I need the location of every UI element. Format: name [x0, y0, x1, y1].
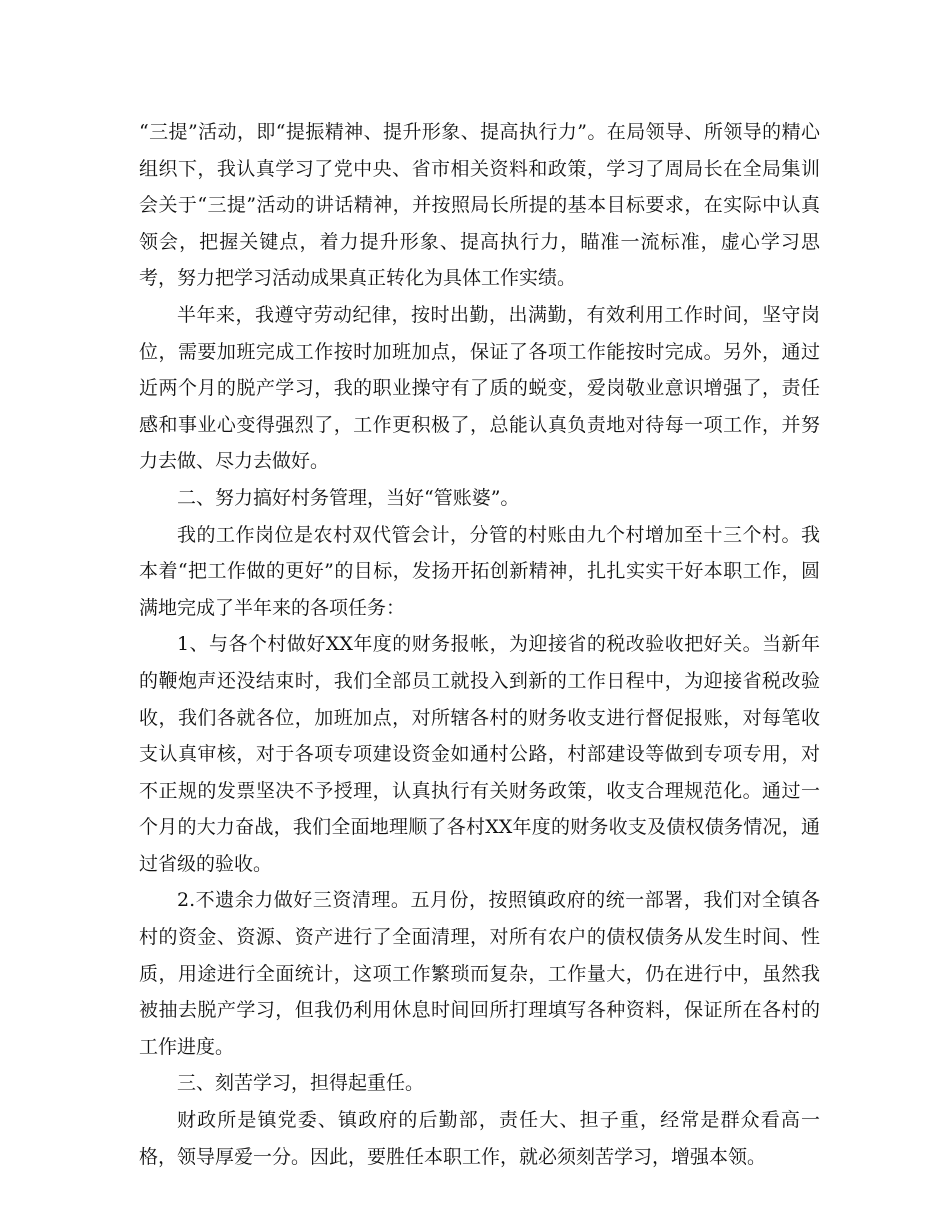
section-heading-village-affairs: 二、努力搞好村务管理，当好“管账婆”。 [177, 486, 520, 509]
paragraph-continuation: “三提”活动，即“提振精神、提升形象、提高执行力”。在局领导、所领导的精心组织下，我认真学习了党中央、省市相关资料和政策，学习了周局长在全局集训会关于“三提”活动的讲话精神，并按照局长所提的基本目标要求，在实际中认真领会，把握关键点，着力提升形象、提高执行力，瞄准一流标准，虚心学习思考，努力把学习活动成果真正转化为具体工作实绩。 [139, 121, 820, 290]
paragraph-job-post: 我的工作岗位是农村双代管会计，分管的村账由九个村增加至十三个村。我本着“把工作做的更好”的目标，发扬开拓创新精神，扎扎实实干好本职工作，圆满地完成了半年来的各项任务： [139, 523, 820, 619]
paragraph-attendance: 半年来，我遵守劳动纪律，按时出勤，出满勤，有效利用工作时间，坚守岗位，需要加班完成工作按时加班加点，保证了各项工作能按时完成。另外，通过近两个月的脱产学习，我的职业操守有了质的蜕变，爱岗敬业意识增强了，责任感和事业心变得强烈了，工作更积极了，总能认真负责地对待每一项工作，并努力去做、尽力去做好。 [139, 303, 820, 473]
paragraph-finance-office: 财政所是镇党委、镇政府的后勤部，责任大、担子重，经常是群众看高一格，领导厚爱一分。因此，要胜任本职工作，就必须刻苦学习，增强本领。 [139, 1109, 820, 1168]
document-body [139, 114, 820, 1175]
section-heading-study: 三、刻苦学习，担得起重任。 [177, 1072, 425, 1095]
list-item-asset-cleanup: 2.不遗余力做好三资清理。五月份，按照镇政府的统一部署，我们对全镇各村的资金、资源、资产进行了全面清理，对所有农户的债权债务从发生时间、性质，用途进行全面统计，这项工作繁琐而复杂，工作量大，仍在进行中，虽然我被抽去脱产学习，但我仍利用休息时间回所打理填写各种资料，保证所在各村的工作进度。 [139, 889, 820, 1058]
list-item-financial-reimbursement: 1、与各个村做好XX年度的财务报帐，为迎接省的税改验收把好关。当新年的鞭炮声还没结束时，我们全部员工就投入到新的工作日程中，为迎接省税改验收，我们各就各位，加班加点，对所辖各村的财务收支进行督促报账，对每笔收支认真审核，对于各项专项建设资金如通村公路，村部建设等做到专项专用，对不正规的发票坚决不予授理，认真执行有关财务政策，收支合理规范化。通过一个月的大力奋战，我们全面地理顺了各村XX年度的财务收支及债权债务情况，通过省级的验收。 [139, 633, 820, 875]
